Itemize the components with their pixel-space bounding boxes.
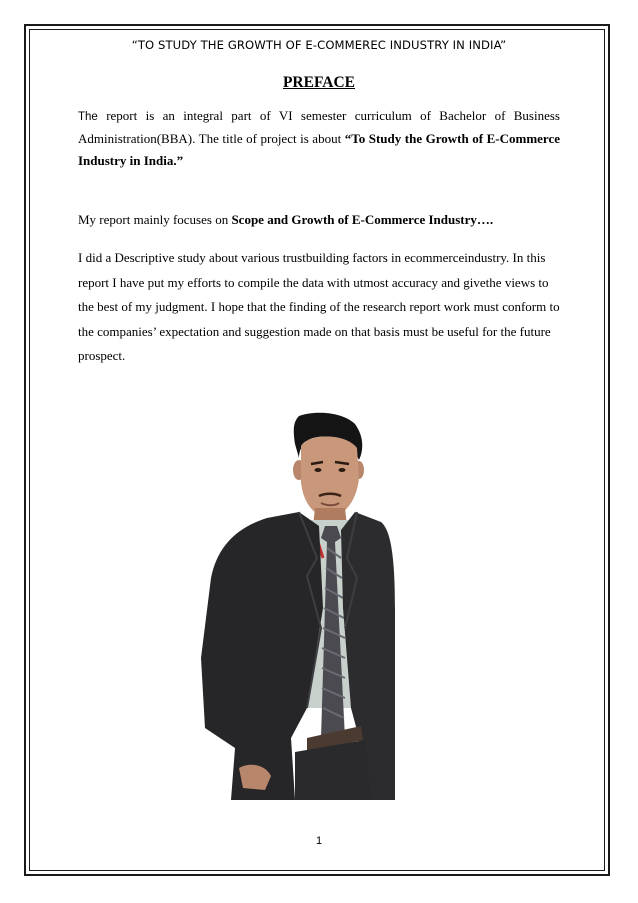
page-number: 1: [315, 835, 323, 847]
running-header: “TO STUDY THE GROWTH OF E-COMMEREC INDUSTRY IN INDIA”: [131, 38, 507, 52]
author-photo: [195, 408, 395, 800]
study-line: report I have put my efforts to compile the data with utmost accuracy and givethe views to: [78, 274, 549, 290]
project-title-bold: “To Study the Growth of E-Commerce Industry in India.”: [78, 131, 560, 168]
study-line: prospect.: [78, 348, 126, 363]
page-title: PREFACE: [282, 74, 356, 91]
paragraph-intro: [78, 105, 560, 172]
intro-line-2: Administration(BBA). The title of project is about: [78, 131, 345, 146]
focus-text: My report mainly focuses on: [78, 212, 232, 227]
paragraph-focus: [78, 209, 560, 231]
focus-bold: Scope and Growth of E-Commerce Industry….: [231, 212, 494, 227]
intro-first-word: The: [78, 111, 98, 123]
study-line: the best of my judgment. I hope that the finding of the research report work must conform to: [78, 299, 560, 314]
intro-line-1-text: report is an integral part of VI semester curriculum of Bachelor of Business: [106, 108, 560, 123]
study-line: the companies’ expectation and suggestion made on that basis must be useful for the future: [78, 323, 551, 339]
intro-line-1: [78, 105, 560, 128]
paragraph-study: [78, 246, 560, 369]
study-line: I did a Descriptive study about various trustbuilding factors in ecommerceindustry. In this: [78, 250, 546, 265]
